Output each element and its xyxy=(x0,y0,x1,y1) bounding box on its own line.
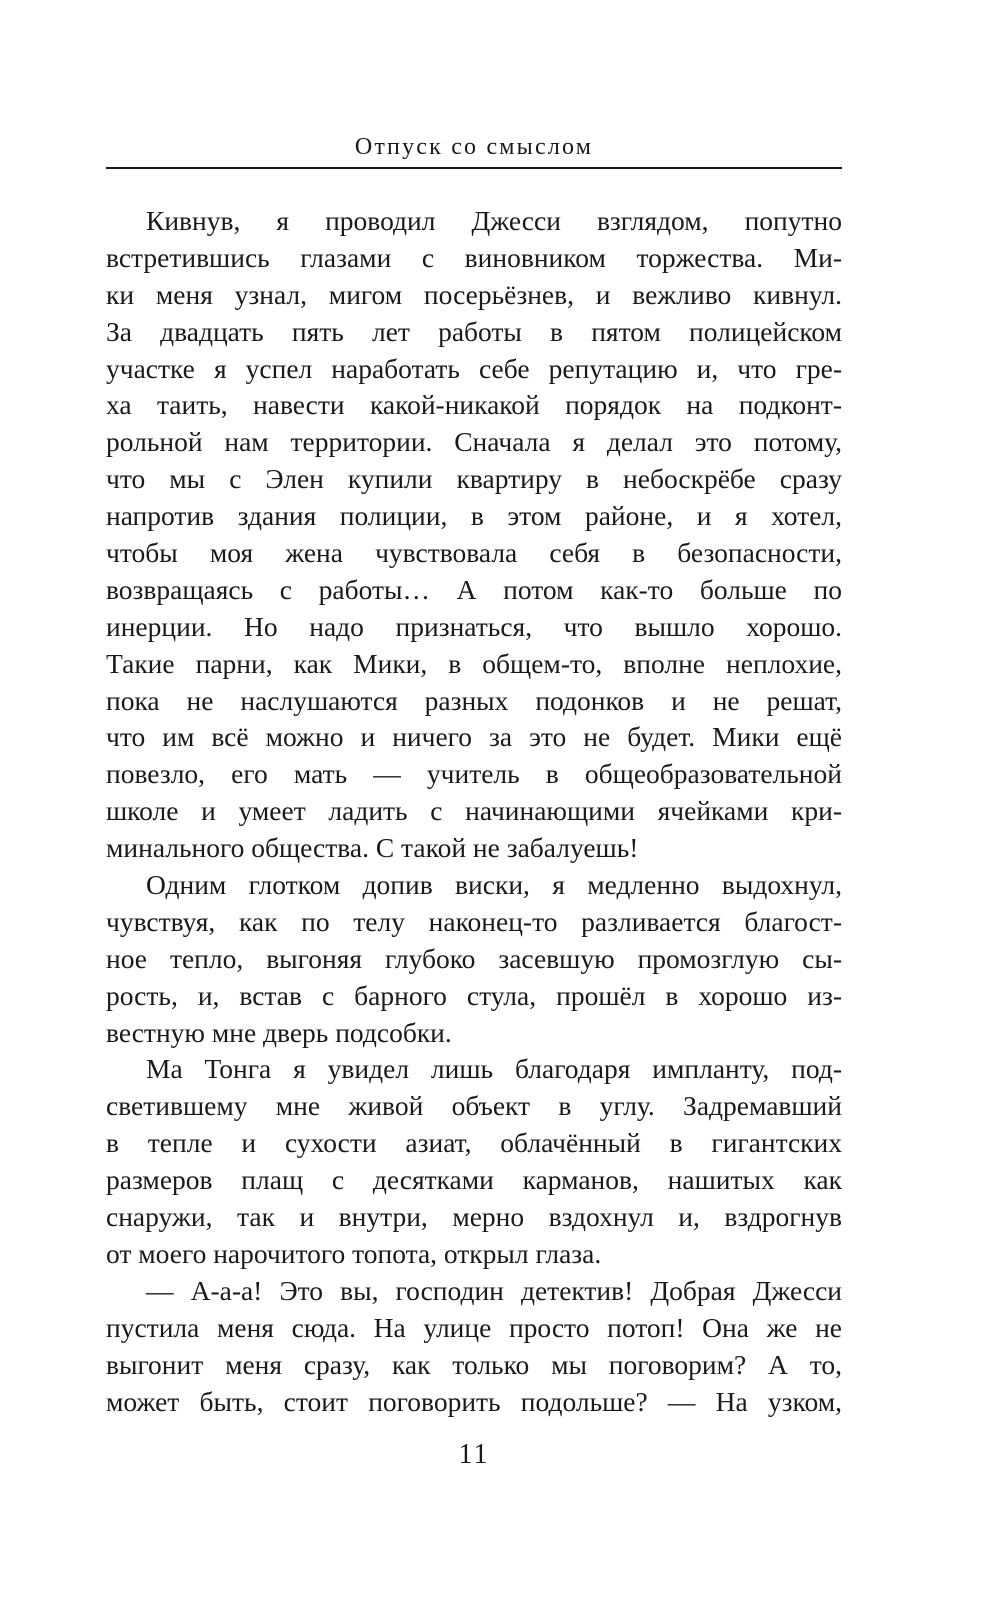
text-line: участке я успел наработать себе репутацию и, что гре- xyxy=(106,352,842,384)
text-line: школе и умеет ладить с начинающими ячейками кри- xyxy=(106,795,842,827)
paragraph-1 xyxy=(106,203,842,867)
text-line: Ма Тонга я увидел лишь благодаря импланту, под- xyxy=(146,1053,842,1085)
text-line: от моего нарочитого топота, открыл глаза. xyxy=(106,1237,602,1269)
text-line: — А-а-а! Это вы, господин детектив! Добрая Джесси xyxy=(146,1274,842,1306)
header-rule xyxy=(106,167,842,169)
text-line: снаружи, так и внутри, мерно вздохнул и, вздрогнув xyxy=(106,1201,842,1233)
text-line: инерции. Но надо признаться, что вышло хорошо. xyxy=(106,610,842,642)
text-line: рольной нам территории. Сначала я делал это потому, xyxy=(106,426,842,458)
text-line: ки меня узнал, мигом посерьёзнев, и вежливо кивнул. xyxy=(106,278,842,310)
text-line: что им всё можно и ничего за это не будет. Мики ещё xyxy=(106,721,842,753)
text-line: вестную мне дверь подсобки. xyxy=(106,1016,452,1048)
text-line: ное тепло, выгоняя глубоко засевшую промозглую сы- xyxy=(106,942,842,974)
text-line: За двадцать пять лет работы в пятом полицейском xyxy=(106,315,842,347)
text-line: Такие парни, как Мики, в общем-то, вполне неплохие, xyxy=(106,647,842,679)
text-line: чувствуя, как по телу наконец-то разливается благост- xyxy=(106,905,842,937)
text-line: пока не наслушаются разных подонков и не решат, xyxy=(106,684,842,716)
paragraph-4 xyxy=(106,1273,842,1421)
text-line: в тепле и сухости азиат, облачённый в гигантских xyxy=(106,1127,842,1159)
text-line: что мы с Элен купили квартиру в небоскрёбе сразу xyxy=(106,463,842,495)
text-line: может быть, стоит поговорить подольше? — На узком, xyxy=(106,1385,842,1417)
text-line: ха таить, навести какой-никакой порядок на подконт- xyxy=(106,389,842,421)
running-head: Отпуск со смыслом xyxy=(354,134,594,160)
text-line: Кивнув, я проводил Джесси взглядом, попутно xyxy=(146,205,842,236)
text-line: рость, и, встав с барного стула, прошёл в хорошо из- xyxy=(106,979,842,1011)
paragraph-2 xyxy=(106,867,842,1051)
text-line: Одним глотком допив виски, я медленно выдохнул, xyxy=(146,869,842,901)
paragraph-3 xyxy=(106,1051,842,1272)
page-number: 11 xyxy=(458,1439,490,1470)
text-line: размеров плащ с десятками карманов, нашитых как xyxy=(106,1164,842,1196)
text-line: повезло, его мать — учитель в общеобразовательной xyxy=(106,758,842,790)
text-line: выгонит меня сразу, как только мы поговорим? А то, xyxy=(106,1348,842,1380)
text-line: пустила меня сюда. На улице просто потоп! Она же не xyxy=(106,1311,842,1343)
text-line: напротив здания полиции, в этом районе, и я хотел, xyxy=(106,500,842,532)
body-text xyxy=(106,203,842,1420)
text-line: чтобы моя жена чувствовала себя в безопасности, xyxy=(106,537,842,569)
text-line: минального общества. С такой не забалуешь! xyxy=(106,832,639,864)
text-line: светившему мне живой объект в углу. Задремавший xyxy=(106,1090,842,1122)
text-line: возвращаясь с работы… А потом как-то больше по xyxy=(106,573,842,605)
text-line: встретившись глазами с виновником торжества. Ми- xyxy=(106,241,842,273)
